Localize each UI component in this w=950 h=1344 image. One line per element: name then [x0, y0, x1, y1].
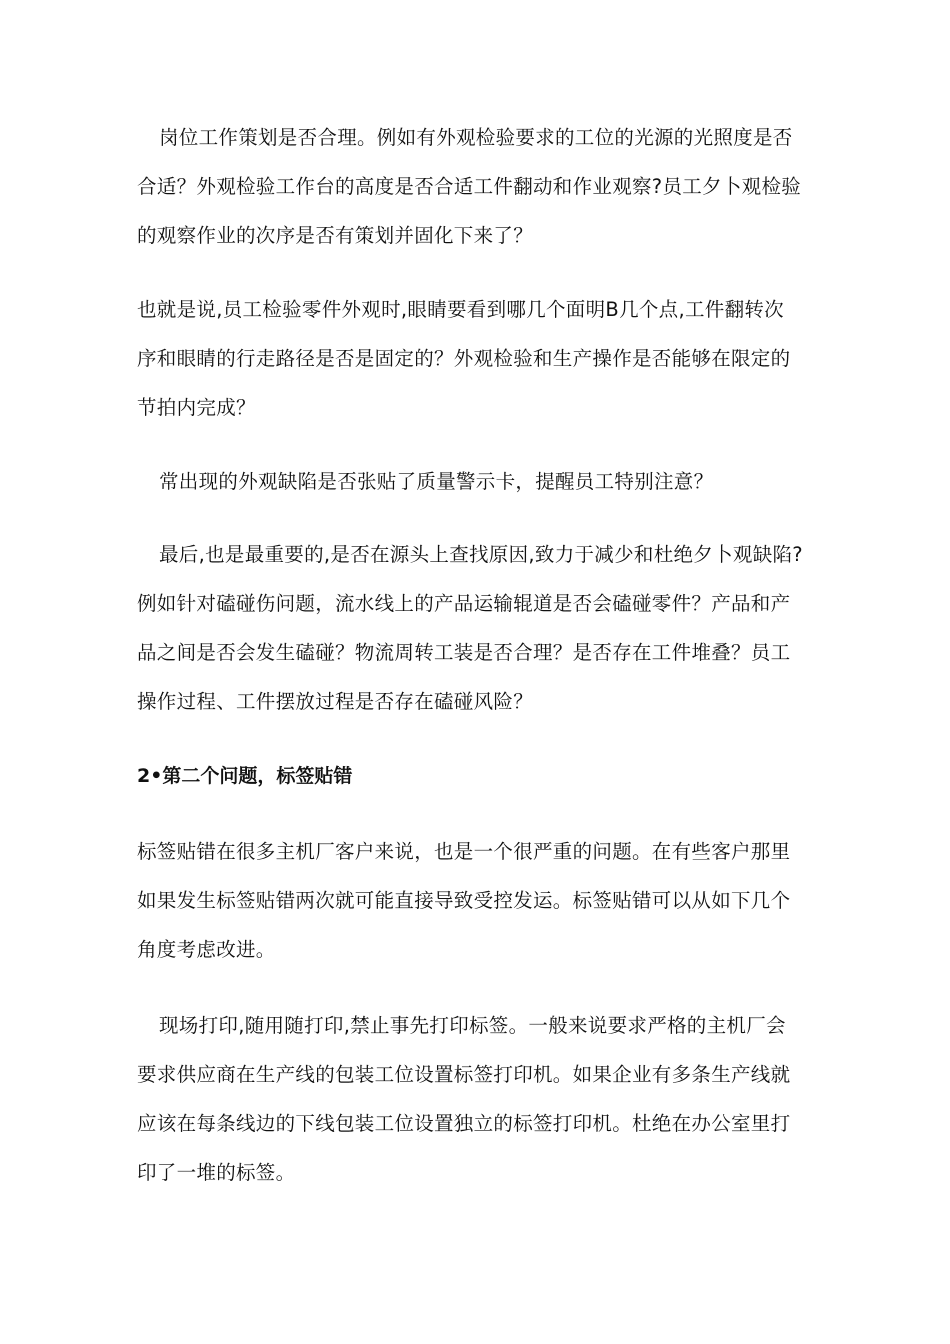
- paragraph-line: 如果发生标签贴错两次就可能直接导致受控发运。标签贴错可以从如下几个: [137, 889, 791, 912]
- paragraph-label-error-intro: [137, 827, 827, 974]
- paragraph-line: 序和眼睛的行走路径是否是固定的？外观检验和生产操作是否能够在限定的: [137, 347, 791, 370]
- paragraph-line: 标签贴错在很多主机厂客户来说，也是一个很严重的问题。在有些客户那里: [137, 840, 791, 863]
- paragraph-line: 节拍内完成？: [137, 396, 256, 419]
- paragraph-line: 角度考虑改进。: [137, 938, 276, 961]
- paragraph-line: 常出现的外观缺陷是否张贴了质量警示卡，提醒员工特别注意？: [159, 470, 714, 493]
- paragraph-line: 要求供应商在生产线的包装工位设置标签打印机。如果企业有多条生产线就: [137, 1063, 791, 1086]
- paragraph-line: 合适？外观检验工作台的高度是否合适工件翻动和作业观察?员工夕卜观检验: [137, 175, 802, 198]
- paragraph-line: 的观察作业的次序是否有策划并固化下来了？: [137, 224, 534, 247]
- paragraph-onsite-printing: [137, 1001, 827, 1197]
- paragraph-line: 最后,也是最重要的,是否在源头上查找原因,致力于减少和杜绝夕卜观缺陷?: [159, 543, 803, 566]
- paragraph-warning-card: [137, 457, 827, 506]
- paragraph-line: 也就是说,员工检验零件外观时,眼睛要看到哪几个面明B几个点,工件翻转次: [137, 298, 784, 321]
- paragraph-line: 例如针对磕碰伤问题，流水线上的产品运输辊道是否会磕碰零件？产品和产: [137, 592, 791, 615]
- paragraph-line: 品之间是否会发生磕碰？物流周转工装是否合理？是否存在工件堆叠？员工: [137, 641, 791, 664]
- paragraph-line: 应该在每条线边的下线包装工位设置独立的标签打印机。杜绝在办公室里打: [137, 1112, 791, 1135]
- section-heading: 2•第二个问题，标签贴错: [137, 765, 353, 787]
- paragraph-line: 印了一堆的标签。: [137, 1161, 296, 1184]
- paragraph-inspection-sequence: [137, 285, 827, 432]
- paragraph-root-cause: [137, 530, 827, 726]
- paragraph-line: 岗位工作策划是否合理。例如有外观检验要求的工位的光源的光照度是否: [159, 126, 793, 149]
- paragraph-workstation-planning: [137, 113, 827, 260]
- paragraph-line: 现场打印,随用随打印,禁止事先打印标签。一般来说要求严格的主机厂会: [159, 1014, 786, 1037]
- paragraph-line: 操作过程、工件摆放过程是否存在磕碰风险？: [137, 690, 534, 713]
